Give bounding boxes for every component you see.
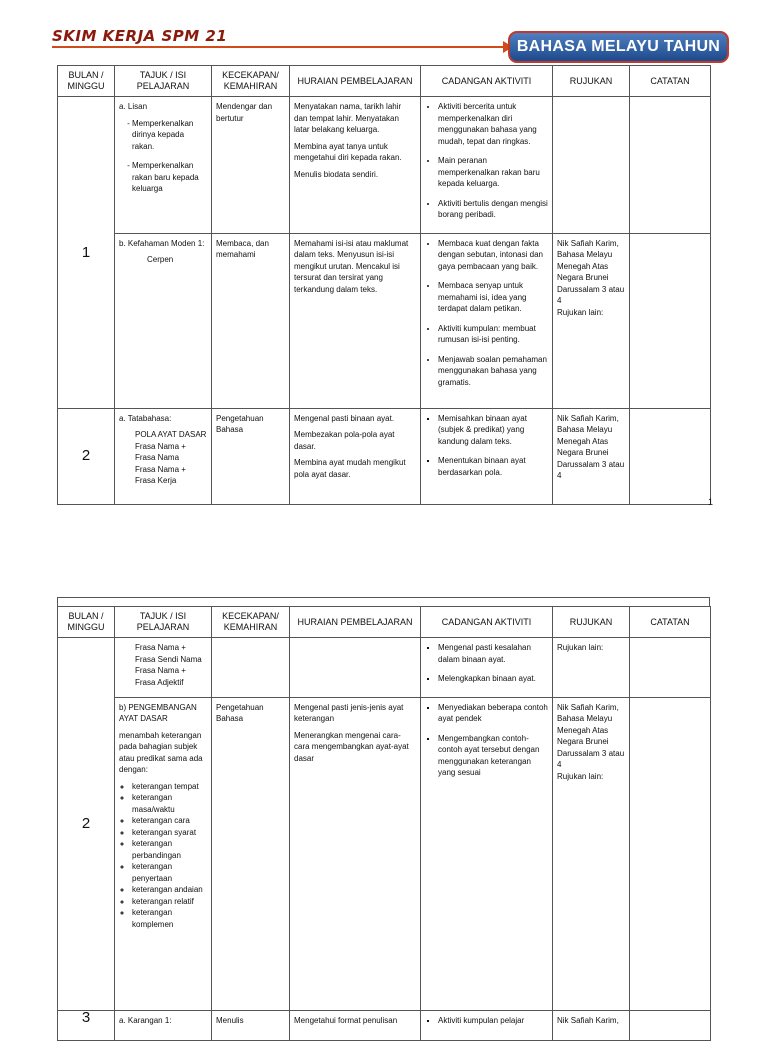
aktiviti-cell <box>421 97 553 234</box>
week-number: 1 <box>58 97 115 409</box>
kecekapan-cell: Menulis <box>212 1010 290 1040</box>
aktiviti-cell <box>421 638 553 698</box>
huraian-cell <box>290 408 421 504</box>
list-item: ◦ keterangan tempat <box>132 781 207 793</box>
huraian-cell <box>290 697 421 1010</box>
aktiviti-cell <box>421 408 553 504</box>
header-row <box>58 66 711 97</box>
catatan-cell <box>630 697 711 1010</box>
aktiviti-cell <box>421 1010 553 1040</box>
scheme-table-page2 <box>57 606 711 1041</box>
list-item: ▪ Mengembangkan contoh-contoh ayat tersebut dengan menggunakan keterangan yang sesuai <box>438 733 548 779</box>
col-bulan: BULAN / MINGGU <box>58 66 115 97</box>
rujukan-cell: Nik Safiah Karim, <box>553 1010 630 1040</box>
week-number: 2 <box>58 638 115 1011</box>
tajuk-cell <box>115 697 212 1010</box>
huraian-text: Menyatakan nama, tarikh lahir dan tempat lahir. Menyatakan latar belakang keluarga. <box>294 102 402 134</box>
list-item: • Menjawab soalan pemahaman menggunakan bahasa yang gramatis. <box>438 354 548 389</box>
table-row <box>58 233 711 408</box>
table-top-spacer <box>57 597 710 606</box>
catatan-cell <box>630 233 711 408</box>
huraian-cell <box>290 638 421 698</box>
list-item: • Membaca senyap untuk memahami isi, idea yang terdapat dalam petikan. <box>438 280 548 315</box>
list-item: • Aktiviti kumpulan: membuat rumusan isi-isi penting. <box>438 323 548 346</box>
list-item: ◦ keterangan cara <box>132 815 207 827</box>
table-row <box>58 408 711 504</box>
kecekapan-cell: Pengetahuan Bahasa <box>212 408 290 504</box>
tajuk-line: POLA AYAT DASAR <box>135 430 207 439</box>
huraian-text: Menulis biodata sendiri. <box>294 169 379 179</box>
aktiviti-cell <box>421 233 553 408</box>
huraian-text: Membina ayat mudah mengikut pola ayat dasar. <box>294 458 406 479</box>
tajuk-cell <box>115 97 212 234</box>
rujukan-text: Nik Safiah Karim, Bahasa Melayu Menegah Atas Negara Brunei Darussalam 3 atau 4 <box>557 702 625 769</box>
list-item: ▪ Memisahkan binaan ayat (subjek & predikat) yang kandung dalam teks. <box>438 413 548 448</box>
list-item: ▪ Menentukan binaan ayat berdasarkan pola. <box>438 455 548 478</box>
tajuk-title: b. Kefahaman Moden 1: <box>119 238 205 248</box>
tajuk-line: Frasa Nama + Frasa Sendi Nama <box>135 643 202 664</box>
list-item: ◦ keterangan penyertaan <box>132 861 207 884</box>
col-catatan: CATATAN <box>630 607 711 638</box>
list-item: • Main peranan memperkenalkan rakan baru kepada keluarga. <box>438 155 548 190</box>
rujukan-cell <box>553 697 630 1010</box>
table-row <box>58 1010 711 1040</box>
col-kecekapan: KECEKAPAN/ KEMAHIRAN <box>212 607 290 638</box>
col-aktiviti: CADANGAN AKTIVITI <box>421 607 553 638</box>
tajuk-cell: a. Karangan 1: <box>115 1010 212 1040</box>
week-number: 3 <box>58 1010 115 1040</box>
huraian-cell: Mengetahui format penulisan <box>290 1010 421 1040</box>
tajuk-cell <box>115 638 212 698</box>
rujukan-cell <box>553 97 630 234</box>
list-item: • Aktiviti bercerita untuk memperkenalkan diri menggunakan bahasa yang mudah, tepat dan ringkas. <box>438 101 548 147</box>
table-row <box>58 638 711 698</box>
list-item: ◦ keterangan andaian <box>132 884 207 896</box>
rujukan-text: Nik Safiah Karim, Bahasa Melayu Menegah Atas Negara Brunei Darussalam 3 atau 4 <box>557 238 625 305</box>
header-row <box>58 607 711 638</box>
list-item: - Memperkenalkan dirinya kepada rakan. <box>132 118 207 153</box>
catatan-cell <box>630 638 711 698</box>
aktiviti-cell <box>421 697 553 1010</box>
catatan-cell <box>630 408 711 504</box>
kecekapan-cell <box>212 638 290 698</box>
tajuk-title: a. Tatabahasa: <box>119 413 172 423</box>
col-aktiviti: CADANGAN AKTIVITI <box>421 66 553 97</box>
col-tajuk: TAJUK / ISI PELAJARAN <box>115 607 212 638</box>
tajuk-line: Frasa Nama + Frasa Adjektif <box>135 666 186 687</box>
col-rujukan: RUJUKAN <box>553 66 630 97</box>
tajuk-cell <box>115 408 212 504</box>
col-catatan: CATATAN <box>630 66 711 97</box>
huraian-text: Menerangkan mengenai cara-cara mengembangkan ayat-ayat dasar <box>294 730 409 763</box>
tajuk-sub: Cerpen <box>147 255 174 264</box>
huraian-text: Mengenal pasti binaan ayat. <box>294 413 395 423</box>
tajuk-line: Frasa Nama + Frasa Kerja <box>135 464 186 485</box>
tajuk-cell <box>115 233 212 408</box>
list-item: ▪ Mengenal pasti kesalahan dalam binaan ayat. <box>438 642 548 665</box>
subject-banner: BAHASA MELAYU TAHUN 9 <box>508 31 729 63</box>
huraian-text: Membezakan pola-pola ayat dasar. <box>294 430 395 451</box>
col-tajuk: TAJUK / ISI PELAJARAN <box>115 66 212 97</box>
list-item: • Membaca kuat dengan fakta dengan sebutan, intonasi dan gaya pembacaan yang baik. <box>438 238 548 273</box>
huraian-cell: Memahami isi-isi atau maklumat dalam teks. Menyusun isi-isi mengikut urutan. Mencakul isi tersurat dan tersirat yang terkandung dalam teks. <box>290 233 421 408</box>
huraian-cell <box>290 97 421 234</box>
list-item: - Memperkenalkan rakan baru kepada keluarga <box>132 160 207 195</box>
huraian-text: Membina ayat tanya untuk mengetahui diri kepada rakan. <box>294 141 402 162</box>
rujukan-text: Rujukan lain: <box>557 771 604 781</box>
tajuk-title: b) PENGEMBANGAN AYAT DASAR <box>119 702 197 723</box>
list-item: ▪ Menyediakan beberapa contoh ayat pendek <box>438 702 548 725</box>
tajuk-title: a. Lisan <box>119 102 148 111</box>
list-item: • Aktiviti bertulis dengan mengisi borang peribadi. <box>438 198 548 221</box>
rujukan-text: Rujukan lain: <box>557 307 604 317</box>
list-item: ◦ keterangan relatif <box>132 896 207 908</box>
kecekapan-cell: Membaca, dan memahami <box>212 233 290 408</box>
col-kecekapan: KECEKAPAN/ KEMAHIRAN <box>212 66 290 97</box>
kecekapan-cell: Pengetahuan Bahasa <box>212 697 290 1010</box>
header-rule <box>52 46 514 48</box>
week-number: 2 <box>58 408 115 504</box>
list-item: ▪ Aktiviti kumpulan pelajar <box>438 1015 548 1027</box>
list-item: ◦ keterangan komplemen <box>132 907 207 930</box>
table-row <box>58 97 711 234</box>
catatan-cell <box>630 1010 711 1040</box>
scheme-title: SKIM KERJA SPM 21 <box>52 27 228 45</box>
kecekapan-cell: Mendengar dan bertutur <box>212 97 290 234</box>
col-bulan: BULAN / MINGGU <box>58 607 115 638</box>
col-huraian: HURAIAN PEMBELAJARAN <box>290 607 421 638</box>
list-item: ◦ keterangan perbandingan <box>132 838 207 861</box>
tajuk-line: Frasa Nama + Frasa Nama <box>135 441 186 462</box>
page-number: 1 <box>708 497 714 507</box>
tajuk-intro: menambah keterangan pada bahagian subjek atau predikat sama ada dengan: <box>119 730 203 774</box>
catatan-cell <box>630 97 711 234</box>
rujukan-cell: Rujukan lain: <box>553 638 630 698</box>
col-huraian: HURAIAN PEMBELAJARAN <box>290 66 421 97</box>
scheme-table-page1 <box>57 65 714 507</box>
rujukan-cell: Nik Safiah Karim, Bahasa Melayu Menegah Atas Negara Brunei Darussalam 3 atau 4 <box>553 408 630 504</box>
col-rujukan: RUJUKAN <box>553 607 630 638</box>
list-item: ▪ Melengkapkan binaan ayat. <box>438 673 548 685</box>
rujukan-cell <box>553 233 630 408</box>
list-item: ◦ keterangan syarat <box>132 827 207 839</box>
list-item: ◦ keterangan masa/waktu <box>132 792 207 815</box>
huraian-text: Mengenal pasti jenis-jenis ayat keterangan <box>294 702 404 723</box>
table-row <box>58 697 711 1010</box>
